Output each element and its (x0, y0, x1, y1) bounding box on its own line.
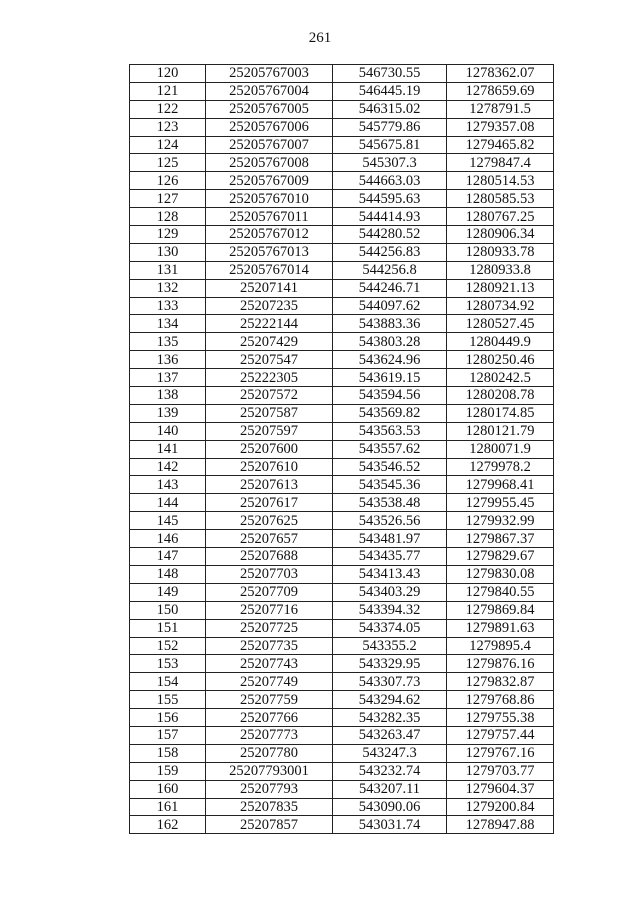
coordinates-table-body (130, 65, 554, 834)
table-row (130, 136, 554, 154)
x-coordinate-cell: 543435.77 (333, 548, 447, 566)
x-coordinate-cell: 543247.3 (333, 744, 447, 762)
x-coordinate-cell: 544414.93 (333, 208, 447, 226)
table-row (130, 369, 554, 387)
y-coordinate-cell: 1279955.45 (447, 494, 554, 512)
table-row (130, 100, 554, 118)
row-number-cell: 159 (130, 762, 206, 780)
row-number-cell: 150 (130, 601, 206, 619)
y-coordinate-cell: 1279830.08 (447, 565, 554, 583)
table-row (130, 404, 554, 422)
row-number-cell: 152 (130, 637, 206, 655)
table-row (130, 279, 554, 297)
y-coordinate-cell: 1280449.9 (447, 333, 554, 351)
row-number-cell: 137 (130, 369, 206, 387)
point-id-cell: 25207587 (206, 404, 333, 422)
y-coordinate-cell: 1278947.88 (447, 816, 554, 834)
x-coordinate-cell: 546315.02 (333, 100, 447, 118)
point-id-cell: 25205767009 (206, 172, 333, 190)
point-id-cell: 25207766 (206, 709, 333, 727)
point-id-cell: 25207725 (206, 619, 333, 637)
row-number-cell: 161 (130, 798, 206, 816)
table-row (130, 243, 554, 261)
x-coordinate-cell: 543624.96 (333, 351, 447, 369)
row-number-cell: 144 (130, 494, 206, 512)
point-id-cell: 25207597 (206, 422, 333, 440)
table-row (130, 422, 554, 440)
table-row (130, 476, 554, 494)
table-row (130, 190, 554, 208)
point-id-cell: 25207625 (206, 512, 333, 530)
table-row (130, 655, 554, 673)
row-number-cell: 124 (130, 136, 206, 154)
y-coordinate-cell: 1280527.45 (447, 315, 554, 333)
x-coordinate-cell: 543619.15 (333, 369, 447, 387)
point-id-cell: 25205767007 (206, 136, 333, 154)
x-coordinate-cell: 545307.3 (333, 154, 447, 172)
point-id-cell: 25207773 (206, 726, 333, 744)
table-row (130, 565, 554, 583)
point-id-cell: 25222144 (206, 315, 333, 333)
x-coordinate-cell: 545675.81 (333, 136, 447, 154)
y-coordinate-cell: 1279755.38 (447, 709, 554, 727)
x-coordinate-cell: 543403.29 (333, 583, 447, 601)
y-coordinate-cell: 1279867.37 (447, 530, 554, 548)
point-id-cell: 25207235 (206, 297, 333, 315)
table-row (130, 583, 554, 601)
x-coordinate-cell: 543413.43 (333, 565, 447, 583)
row-number-cell: 162 (130, 816, 206, 834)
y-coordinate-cell: 1279703.77 (447, 762, 554, 780)
row-number-cell: 141 (130, 440, 206, 458)
row-number-cell: 127 (130, 190, 206, 208)
y-coordinate-cell: 1280250.46 (447, 351, 554, 369)
table-row (130, 601, 554, 619)
row-number-cell: 160 (130, 780, 206, 798)
x-coordinate-cell: 543883.36 (333, 315, 447, 333)
table-row (130, 619, 554, 637)
x-coordinate-cell: 543263.47 (333, 726, 447, 744)
point-id-cell: 25205767005 (206, 100, 333, 118)
x-coordinate-cell: 543569.82 (333, 404, 447, 422)
x-coordinate-cell: 543207.11 (333, 780, 447, 798)
table-row (130, 709, 554, 727)
y-coordinate-cell: 1279876.16 (447, 655, 554, 673)
y-coordinate-cell: 1280208.78 (447, 387, 554, 405)
point-id-cell: 25205767012 (206, 226, 333, 244)
point-id-cell: 25205767004 (206, 82, 333, 100)
row-number-cell: 136 (130, 351, 206, 369)
table-row (130, 512, 554, 530)
table-row (130, 744, 554, 762)
y-coordinate-cell: 1280734.92 (447, 297, 554, 315)
point-id-cell: 25222305 (206, 369, 333, 387)
y-coordinate-cell: 1280906.34 (447, 226, 554, 244)
x-coordinate-cell: 543481.97 (333, 530, 447, 548)
y-coordinate-cell: 1279465.82 (447, 136, 554, 154)
x-coordinate-cell: 543282.35 (333, 709, 447, 727)
y-coordinate-cell: 1280242.5 (447, 369, 554, 387)
table-row (130, 691, 554, 709)
table-row (130, 154, 554, 172)
y-coordinate-cell: 1279840.55 (447, 583, 554, 601)
row-number-cell: 142 (130, 458, 206, 476)
point-id-cell: 25205767008 (206, 154, 333, 172)
table-row (130, 673, 554, 691)
row-number-cell: 133 (130, 297, 206, 315)
row-number-cell: 138 (130, 387, 206, 405)
table-row (130, 637, 554, 655)
table-row (130, 65, 554, 83)
point-id-cell: 25207780 (206, 744, 333, 762)
row-number-cell: 158 (130, 744, 206, 762)
row-number-cell: 157 (130, 726, 206, 744)
table-row (130, 816, 554, 834)
row-number-cell: 134 (130, 315, 206, 333)
table-row (130, 494, 554, 512)
point-id-cell: 25207547 (206, 351, 333, 369)
x-coordinate-cell: 543090.06 (333, 798, 447, 816)
y-coordinate-cell: 1280933.8 (447, 261, 554, 279)
table-row (130, 226, 554, 244)
table-row (130, 208, 554, 226)
point-id-cell: 25207716 (206, 601, 333, 619)
y-coordinate-cell: 1279978.2 (447, 458, 554, 476)
point-id-cell: 25205767010 (206, 190, 333, 208)
row-number-cell: 126 (130, 172, 206, 190)
y-coordinate-cell: 1279357.08 (447, 118, 554, 136)
y-coordinate-cell: 1279767.16 (447, 744, 554, 762)
row-number-cell: 131 (130, 261, 206, 279)
table-row (130, 351, 554, 369)
y-coordinate-cell: 1280921.13 (447, 279, 554, 297)
point-id-cell: 25207709 (206, 583, 333, 601)
x-coordinate-cell: 543803.28 (333, 333, 447, 351)
row-number-cell: 130 (130, 243, 206, 261)
x-coordinate-cell: 543394.32 (333, 601, 447, 619)
row-number-cell: 123 (130, 118, 206, 136)
table-row (130, 762, 554, 780)
y-coordinate-cell: 1279895.4 (447, 637, 554, 655)
point-id-cell: 25207600 (206, 440, 333, 458)
point-id-cell: 25207735 (206, 637, 333, 655)
row-number-cell: 153 (130, 655, 206, 673)
point-id-cell: 25207759 (206, 691, 333, 709)
x-coordinate-cell: 543594.56 (333, 387, 447, 405)
point-id-cell: 25205767013 (206, 243, 333, 261)
point-id-cell: 25205767011 (206, 208, 333, 226)
row-number-cell: 149 (130, 583, 206, 601)
point-id-cell: 25207141 (206, 279, 333, 297)
x-coordinate-cell: 543526.56 (333, 512, 447, 530)
point-id-cell: 25207613 (206, 476, 333, 494)
table-row (130, 82, 554, 100)
row-number-cell: 139 (130, 404, 206, 422)
y-coordinate-cell: 1280514.53 (447, 172, 554, 190)
y-coordinate-cell: 1279604.37 (447, 780, 554, 798)
y-coordinate-cell: 1279757.44 (447, 726, 554, 744)
row-number-cell: 121 (130, 82, 206, 100)
x-coordinate-cell: 543355.2 (333, 637, 447, 655)
x-coordinate-cell: 544663.03 (333, 172, 447, 190)
point-id-cell: 25207572 (206, 387, 333, 405)
y-coordinate-cell: 1279200.84 (447, 798, 554, 816)
y-coordinate-cell: 1279869.84 (447, 601, 554, 619)
row-number-cell: 129 (130, 226, 206, 244)
x-coordinate-cell: 544097.62 (333, 297, 447, 315)
point-id-cell: 25207835 (206, 798, 333, 816)
row-number-cell: 132 (130, 279, 206, 297)
page-number: 261 (308, 30, 332, 46)
point-id-cell: 25207429 (206, 333, 333, 351)
y-coordinate-cell: 1279829.67 (447, 548, 554, 566)
y-coordinate-cell: 1278791.5 (447, 100, 554, 118)
x-coordinate-cell: 544256.8 (333, 261, 447, 279)
table-row (130, 530, 554, 548)
row-number-cell: 125 (130, 154, 206, 172)
y-coordinate-cell: 1279832.87 (447, 673, 554, 691)
y-coordinate-cell: 1280174.85 (447, 404, 554, 422)
point-id-cell: 25207743 (206, 655, 333, 673)
x-coordinate-cell: 546730.55 (333, 65, 447, 83)
y-coordinate-cell: 1280585.53 (447, 190, 554, 208)
x-coordinate-cell: 543031.74 (333, 816, 447, 834)
x-coordinate-cell: 543557.62 (333, 440, 447, 458)
x-coordinate-cell: 544256.83 (333, 243, 447, 261)
table-row (130, 548, 554, 566)
row-number-cell: 143 (130, 476, 206, 494)
point-id-cell: 25207793 (206, 780, 333, 798)
y-coordinate-cell: 1280933.78 (447, 243, 554, 261)
row-number-cell: 140 (130, 422, 206, 440)
point-id-cell: 25205767003 (206, 65, 333, 83)
x-coordinate-cell: 543563.53 (333, 422, 447, 440)
x-coordinate-cell: 543374.05 (333, 619, 447, 637)
y-coordinate-cell: 1279891.63 (447, 619, 554, 637)
x-coordinate-cell: 544595.63 (333, 190, 447, 208)
row-number-cell: 128 (130, 208, 206, 226)
point-id-cell: 25207749 (206, 673, 333, 691)
x-coordinate-cell: 545779.86 (333, 118, 447, 136)
x-coordinate-cell: 543329.95 (333, 655, 447, 673)
y-coordinate-cell: 1278659.69 (447, 82, 554, 100)
row-number-cell: 154 (130, 673, 206, 691)
x-coordinate-cell: 543232.74 (333, 762, 447, 780)
x-coordinate-cell: 543546.52 (333, 458, 447, 476)
table-row (130, 387, 554, 405)
x-coordinate-cell: 543307.73 (333, 673, 447, 691)
table-row (130, 726, 554, 744)
point-id-cell: 25207617 (206, 494, 333, 512)
table-row (130, 261, 554, 279)
point-id-cell: 25207610 (206, 458, 333, 476)
table-row (130, 118, 554, 136)
row-number-cell: 120 (130, 65, 206, 83)
y-coordinate-cell: 1280121.79 (447, 422, 554, 440)
point-id-cell: 25207688 (206, 548, 333, 566)
table-row (130, 315, 554, 333)
row-number-cell: 151 (130, 619, 206, 637)
y-coordinate-cell: 1279932.99 (447, 512, 554, 530)
row-number-cell: 147 (130, 548, 206, 566)
row-number-cell: 145 (130, 512, 206, 530)
y-coordinate-cell: 1279847.4 (447, 154, 554, 172)
row-number-cell: 146 (130, 530, 206, 548)
coordinates-table (129, 64, 554, 834)
row-number-cell: 148 (130, 565, 206, 583)
table-row (130, 458, 554, 476)
y-coordinate-cell: 1280071.9 (447, 440, 554, 458)
y-coordinate-cell: 1278362.07 (447, 65, 554, 83)
point-id-cell: 25207657 (206, 530, 333, 548)
point-id-cell: 25207857 (206, 816, 333, 834)
x-coordinate-cell: 543545.36 (333, 476, 447, 494)
x-coordinate-cell: 544280.52 (333, 226, 447, 244)
table-row (130, 798, 554, 816)
x-coordinate-cell: 543538.48 (333, 494, 447, 512)
row-number-cell: 135 (130, 333, 206, 351)
row-number-cell: 155 (130, 691, 206, 709)
row-number-cell: 156 (130, 709, 206, 727)
x-coordinate-cell: 544246.71 (333, 279, 447, 297)
table-row (130, 297, 554, 315)
table-row (130, 172, 554, 190)
point-id-cell: 25207793001 (206, 762, 333, 780)
point-id-cell: 25205767006 (206, 118, 333, 136)
y-coordinate-cell: 1279968.41 (447, 476, 554, 494)
table-row (130, 440, 554, 458)
x-coordinate-cell: 546445.19 (333, 82, 447, 100)
table-row (130, 780, 554, 798)
table-row (130, 333, 554, 351)
point-id-cell: 25205767014 (206, 261, 333, 279)
x-coordinate-cell: 543294.62 (333, 691, 447, 709)
y-coordinate-cell: 1279768.86 (447, 691, 554, 709)
row-number-cell: 122 (130, 100, 206, 118)
y-coordinate-cell: 1280767.25 (447, 208, 554, 226)
point-id-cell: 25207703 (206, 565, 333, 583)
